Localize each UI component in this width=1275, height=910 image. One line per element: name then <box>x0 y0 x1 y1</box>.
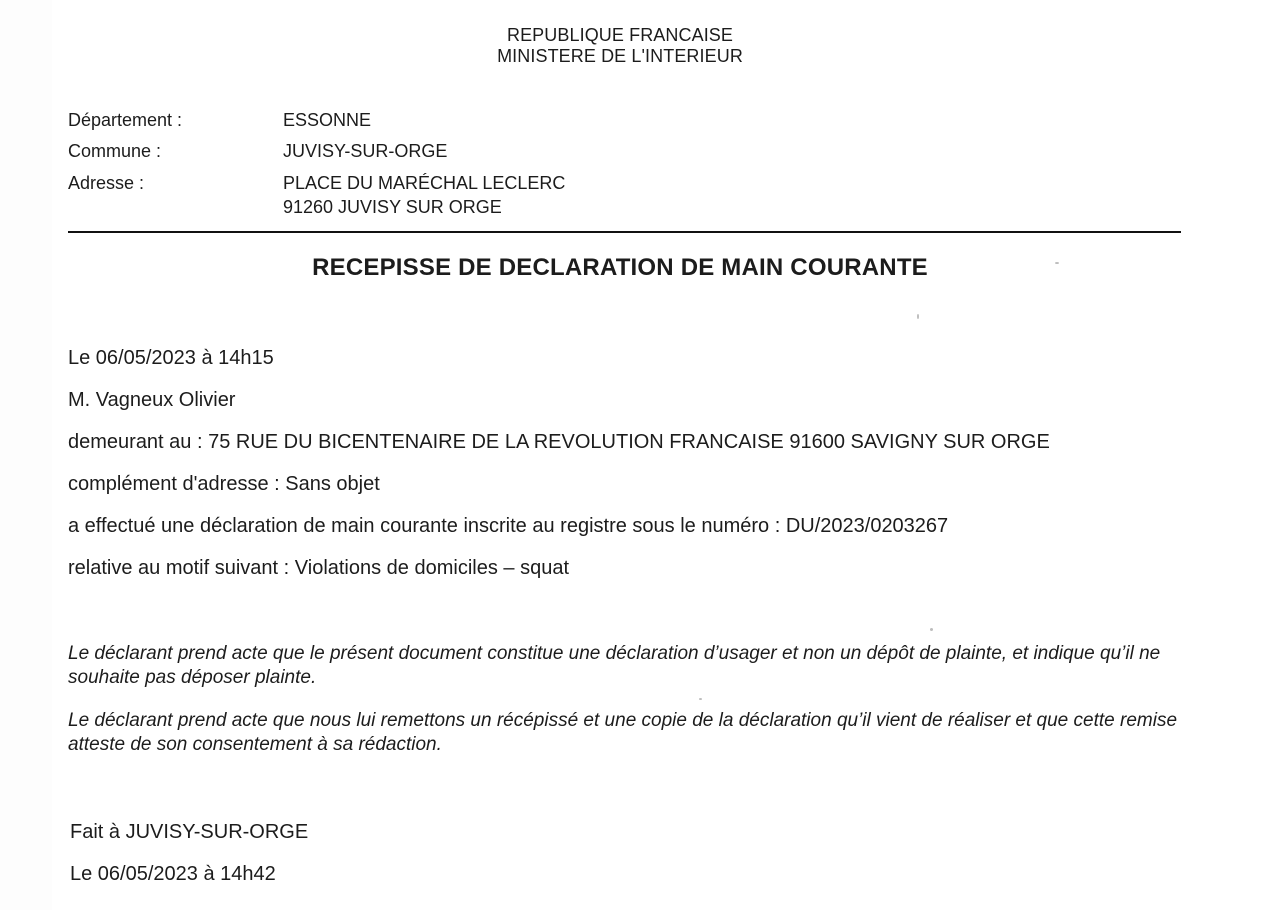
scan-speck <box>930 628 933 631</box>
scan-margin <box>0 0 52 910</box>
scan-speck <box>1055 262 1059 264</box>
header-ministere: MINISTERE DE L'INTERIEUR <box>497 46 743 66</box>
address-complement: complément d'adresse : Sans objet <box>68 473 380 495</box>
header-republique: REPUBLIQUE FRANCAISE <box>506 25 734 45</box>
adresse-line2: 91260 JUVISY SUR ORGE <box>283 197 502 217</box>
declaration-motif: relative au motif suivant : Violations de domiciles – squat <box>68 557 570 579</box>
departement-value: ESSONNE <box>283 110 372 130</box>
notice-paragraph-1: Le déclarant prend acte que le présent document constitue une déclaration d’usager et non un dépôt de plainte, et indique qu’il ne souhaite pas déposer plainte. <box>68 643 1161 688</box>
adresse-line1: PLACE DU MARÉCHAL LECLERC <box>283 173 566 193</box>
commune-label: Commune : <box>68 141 162 161</box>
document-title: RECEPISSE DE DECLARATION DE MAIN COURANTE <box>312 254 928 281</box>
scan-speck <box>699 698 702 700</box>
registration-number: a effectué une déclaration de main courante inscrite au registre sous le numéro : DU/2023/0203267 <box>68 515 949 537</box>
footer-place: Fait à JUVISY-SUR-ORGE <box>70 821 309 843</box>
declarant-address: demeurant au : 75 RUE DU BICENTENAIRE DE LA REVOLUTION FRANCAISE 91600 SAVIGNY SUR ORGE <box>68 431 1050 453</box>
footer-date: Le 06/05/2023 à 14h42 <box>70 863 276 885</box>
separator-rule <box>68 231 1181 233</box>
declaration-date: Le 06/05/2023 à 14h15 <box>68 347 274 369</box>
scan-speck <box>917 314 919 319</box>
adresse-label: Adresse : <box>68 173 145 193</box>
commune-value: JUVISY-SUR-ORGE <box>283 141 448 161</box>
notice-paragraph-2: Le déclarant prend acte que nous lui remettons un récépissé et une copie de la déclaration qu’il vient de réaliser et que cette remise atteste de son consentement à sa rédaction. <box>68 710 1178 755</box>
declarant-name: M. Vagneux Olivier <box>68 389 236 411</box>
departement-label: Département : <box>68 110 183 130</box>
